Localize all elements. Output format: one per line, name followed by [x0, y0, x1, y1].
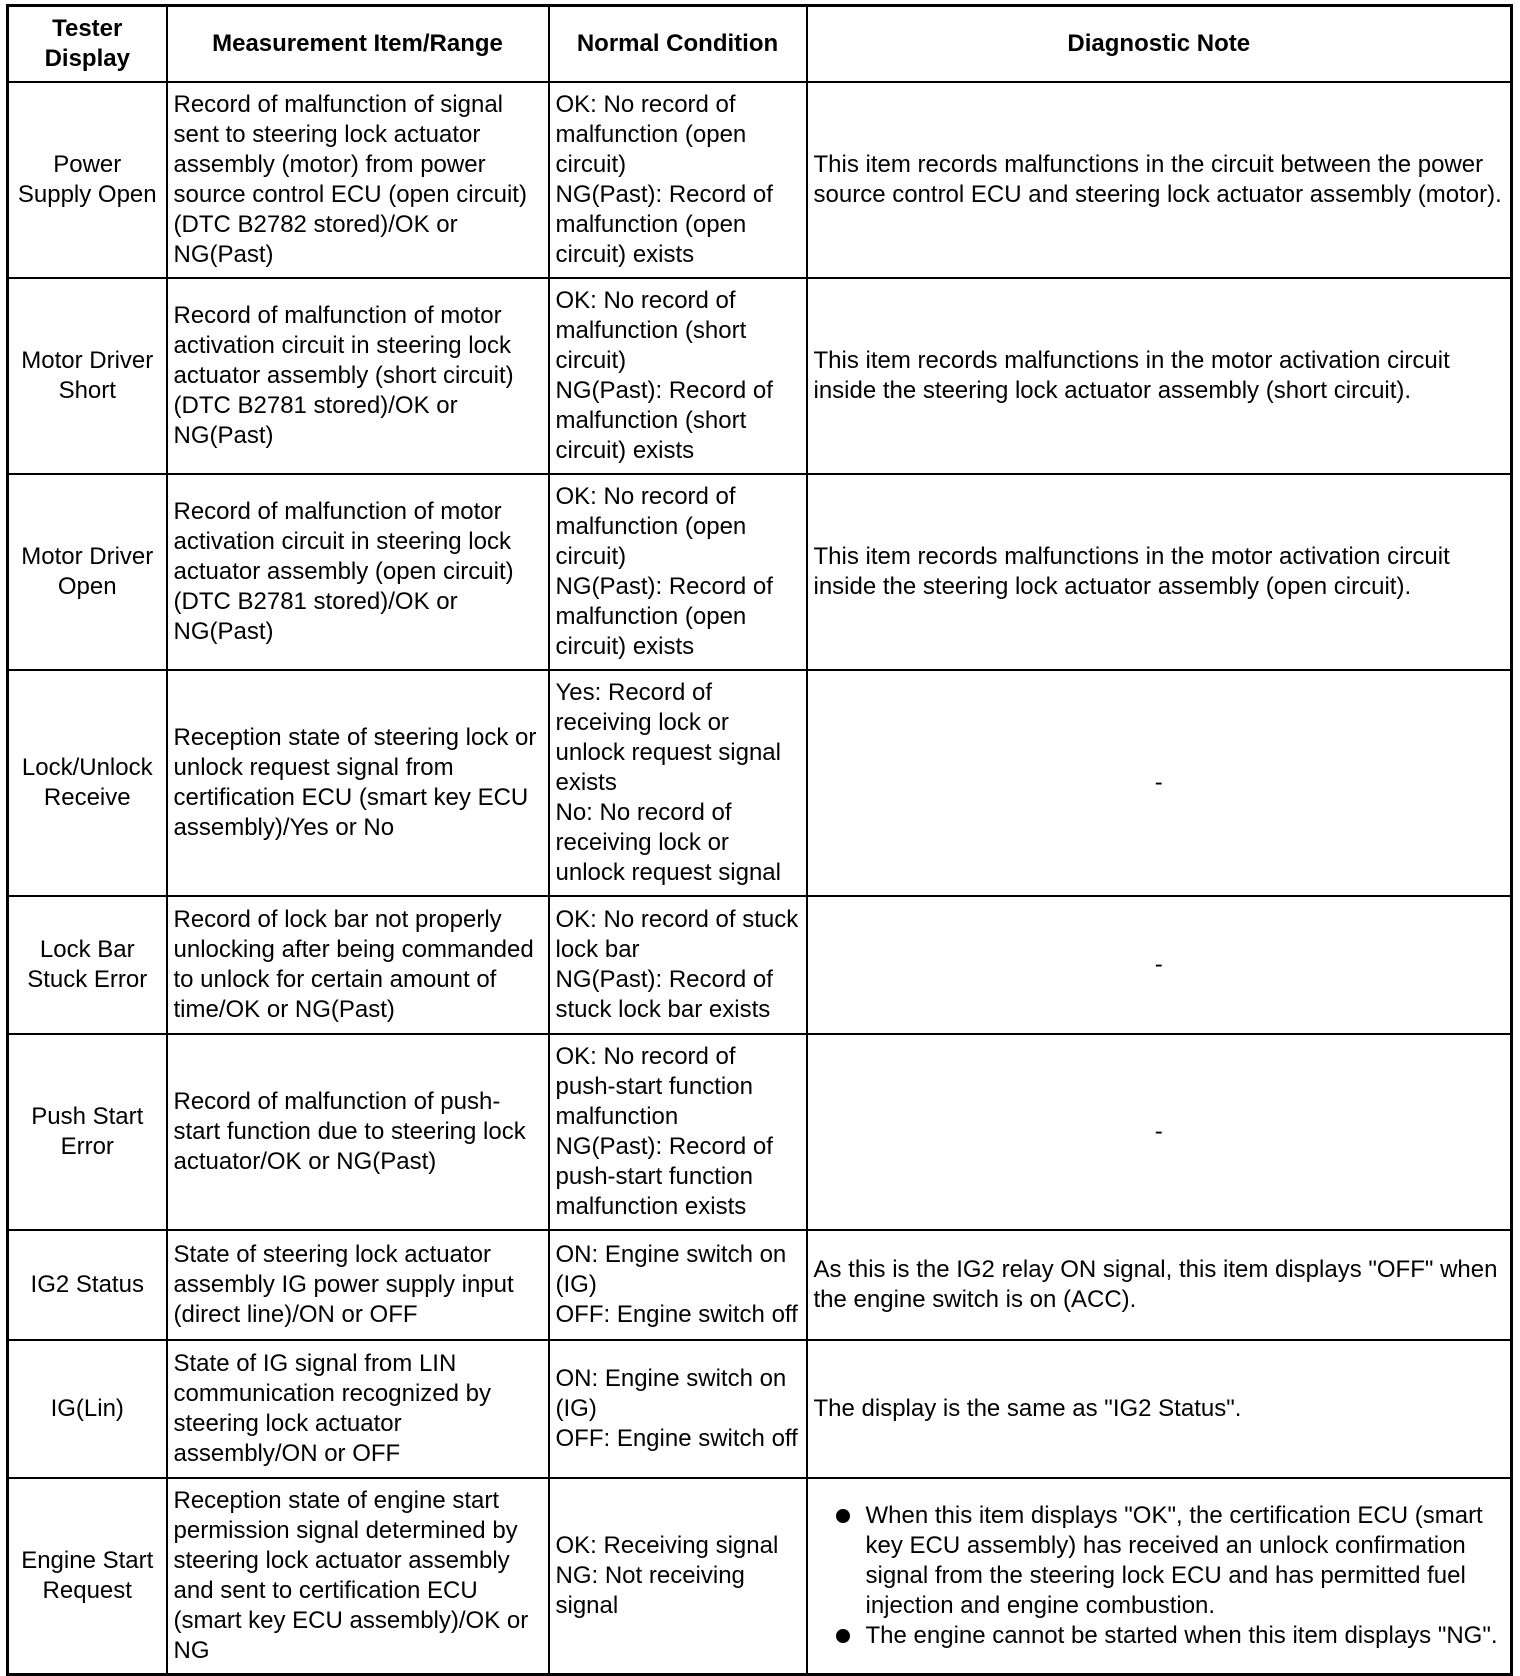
tester-display-cell: Motor Driver Short	[8, 278, 167, 474]
normal-condition-cell: OK: No record of malfunction (open circuit) NG(Past): Record of malfunction (open circuit) exists	[549, 82, 807, 278]
table-row	[8, 896, 1512, 1034]
bullet-dot-icon	[836, 1509, 850, 1523]
normal-condition-cell: ON: Engine switch on (IG) OFF: Engine switch off	[549, 1340, 807, 1478]
measurement-range-cell: Reception state of steering lock or unlock request signal from certification ECU (smart key ECU assembly)/Yes or No	[167, 670, 549, 896]
measurement-range-cell: Record of malfunction of push-start function due to steering lock actuator/OK or NG(Past)	[167, 1034, 549, 1230]
normal-condition-cell: Yes: Record of receiving lock or unlock request signal exists No: No record of receiving lock or unlock request signal	[549, 670, 807, 896]
diagnostic-note-cell	[807, 1478, 1512, 1675]
tester-display-cell: Power Supply Open	[8, 82, 167, 278]
normal-condition-cell: OK: No record of push-start function malfunction NG(Past): Record of push-start function malfunction exists	[549, 1034, 807, 1230]
header-tester-display: Tester Display	[8, 6, 167, 83]
bullet-item	[814, 1501, 1505, 1621]
diagnostic-note-cell: -	[807, 896, 1512, 1034]
measurement-range-cell: Reception state of engine start permission signal determined by steering lock actuator assembly and sent to certification ECU (smart key ECU assembly)/OK or NG	[167, 1478, 549, 1675]
table-row	[8, 278, 1512, 474]
tester-display-cell: Lock Bar Stuck Error	[8, 896, 167, 1034]
table-row	[8, 670, 1512, 896]
normal-condition-cell: OK: No record of stuck lock bar NG(Past): Record of stuck lock bar exists	[549, 896, 807, 1034]
tester-display-cell: Engine Start Request	[8, 1478, 167, 1675]
measurement-range-cell: State of steering lock actuator assembly IG power supply input (direct line)/ON or OFF	[167, 1230, 549, 1340]
diagnostic-note-cell: -	[807, 1034, 1512, 1230]
tester-display-cell: Lock/Unlock Receive	[8, 670, 167, 896]
diagnostic-note-cell: As this is the IG2 relay ON signal, this item displays "OFF" when the engine switch is on (ACC).	[807, 1230, 1512, 1340]
measurement-range-cell: Record of malfunction of motor activation circuit in steering lock actuator assembly (short circuit) (DTC B2781 stored)/OK or NG(Past)	[167, 278, 549, 474]
tester-display-cell: IG(Lin)	[8, 1340, 167, 1478]
header-diagnostic-note: Diagnostic Note	[807, 6, 1512, 83]
diagnostic-note-cell: This item records malfunctions in the motor activation circuit inside the steering lock actuator assembly (open circuit).	[807, 474, 1512, 670]
measurement-range-cell: Record of lock bar not properly unlocking after being commanded to unlock for certain amount of time/OK or NG(Past)	[167, 896, 549, 1034]
normal-condition-cell: OK: No record of malfunction (open circuit) NG(Past): Record of malfunction (open circuit) exists	[549, 474, 807, 670]
bullet-text: The engine cannot be started when this item displays "NG".	[865, 1622, 1498, 1649]
data-list-table	[6, 4, 1513, 1676]
header-normal-condition: Normal Condition	[549, 6, 807, 83]
tester-display-cell: Motor Driver Open	[8, 474, 167, 670]
header-measurement-item: Measurement Item/Range	[167, 6, 549, 83]
table-row	[8, 1478, 1512, 1675]
normal-condition-cell: OK: Receiving signal NG: Not receiving signal	[549, 1478, 807, 1675]
measurement-range-cell: State of IG signal from LIN communication recognized by steering lock actuator assembly/ON or OFF	[167, 1340, 549, 1478]
measurement-range-cell: Record of malfunction of motor activation circuit in steering lock actuator assembly (open circuit) (DTC B2781 stored)/OK or NG(Past)	[167, 474, 549, 670]
normal-condition-cell: ON: Engine switch on (IG) OFF: Engine switch off	[549, 1230, 807, 1340]
diagnostic-note-bullet-list	[814, 1501, 1505, 1651]
diagnostic-note-cell: This item records malfunctions in the motor activation circuit inside the steering lock actuator assembly (short circuit).	[807, 278, 1512, 474]
bullet-text: When this item displays "OK", the certification ECU (smart key ECU assembly) has received an unlock confirmation signal from the steering lock ECU and has permitted fuel injection and engine combustion.	[865, 1502, 1483, 1619]
diagnostic-note-cell: -	[807, 670, 1512, 896]
table-row	[8, 1230, 1512, 1340]
bullet-item	[814, 1621, 1505, 1651]
table-header-row	[8, 6, 1512, 83]
diagnostic-note-cell: The display is the same as "IG2 Status".	[807, 1340, 1512, 1478]
bullet-dot-icon	[836, 1629, 850, 1643]
normal-condition-cell: OK: No record of malfunction (short circuit) NG(Past): Record of malfunction (short circuit) exists	[549, 278, 807, 474]
diagnostic-note-cell: This item records malfunctions in the circuit between the power source control ECU and steering lock actuator assembly (motor).	[807, 82, 1512, 278]
table-row	[8, 1034, 1512, 1230]
tester-display-cell: IG2 Status	[8, 1230, 167, 1340]
table-row	[8, 82, 1512, 278]
tester-display-cell: Push Start Error	[8, 1034, 167, 1230]
measurement-range-cell: Record of malfunction of signal sent to steering lock actuator assembly (motor) from power source control ECU (open circuit) (DTC B2782 stored)/OK or NG(Past)	[167, 82, 549, 278]
table-row	[8, 1340, 1512, 1478]
table-row	[8, 474, 1512, 670]
